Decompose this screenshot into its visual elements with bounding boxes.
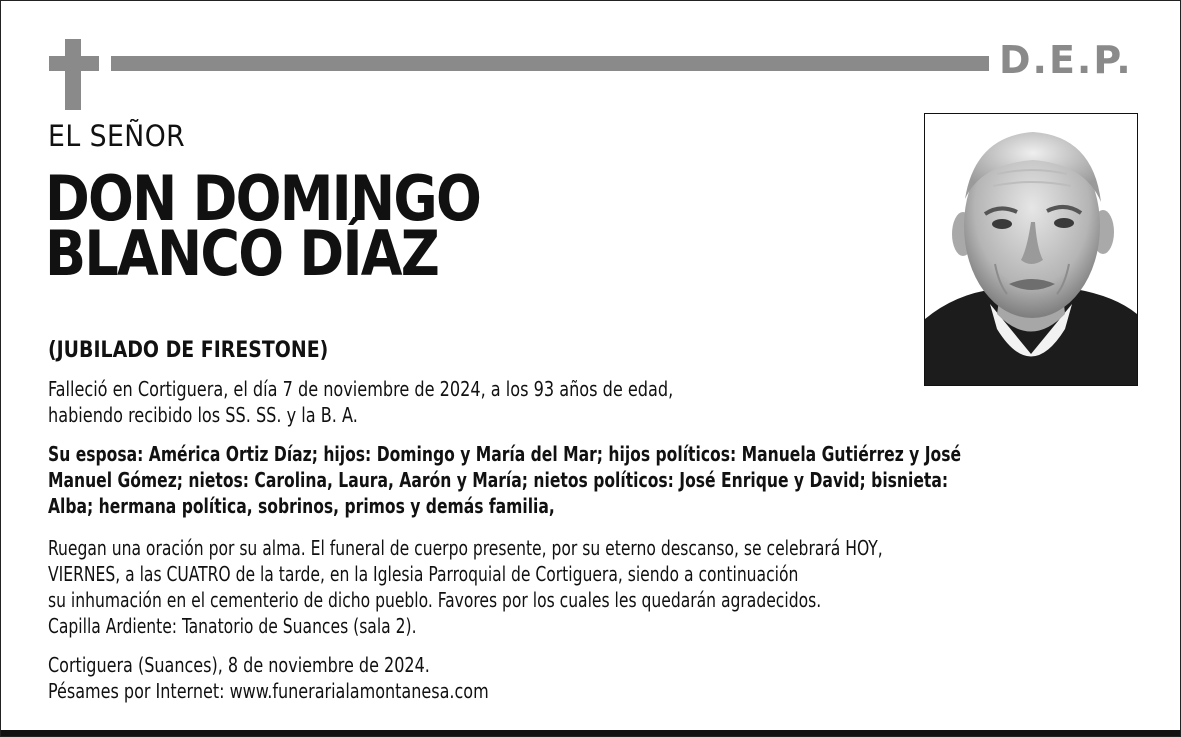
date-line: Cortiguera (Suances), 8 de noviembre de 2024. xyxy=(48,653,430,677)
honorific: EL SEÑOR xyxy=(48,119,186,153)
name-line-2: BLANCO DÍAZ xyxy=(45,217,439,290)
bottom-border xyxy=(1,730,1180,736)
text-line: habiendo recibido los SS. SS. y la B. A. xyxy=(48,403,358,427)
text-line: Manuel Gómez; nietos: Carolina, Laura, Aarón y María; nietos políticos: José Enrique y David; bisnieta: xyxy=(48,468,949,492)
text-line: Su esposa: América Ortiz Díaz; hijos: Domingo y María del Mar; hijos políticos: Manuela Gutiérrez y José xyxy=(48,442,962,466)
funeral-details xyxy=(48,535,1121,639)
text-line: su inhumación en el cementerio de dicho pueblo. Favores por los cuales les quedarán agradecidos. xyxy=(48,588,822,612)
deceased-name xyxy=(45,162,481,290)
text-line: Capilla Ardiente: Tanatorio de Suances (sala 2). xyxy=(48,614,417,638)
condolences-line: Pésames por Internet: www.funerarialamontanesa.com xyxy=(48,679,489,703)
name-line-1: DON DOMINGO xyxy=(45,162,481,235)
family-list xyxy=(48,441,1103,519)
occupation: (JUBILADO DE FIRESTONE) xyxy=(48,338,329,363)
text-line: Ruegan una oración por su alma. El funeral de cuerpo presente, por su eterno descanso, se celebrará HOY, xyxy=(48,536,883,560)
cross-icon xyxy=(65,39,81,110)
text-line: VIERNES, a las CUATRO de la tarde, en la Iglesia Parroquial de Cortiguera, siendo a continuación xyxy=(48,562,799,586)
death-details xyxy=(48,376,836,428)
text-line: Falleció en Cortiguera, el día 7 de noviembre de 2024, a los 93 años de edad, xyxy=(48,377,674,401)
text-line: Alba; hermana política, sobrinos, primos y demás familia, xyxy=(48,494,555,518)
footer xyxy=(48,652,760,704)
header-rule xyxy=(111,56,989,71)
portrait-photo xyxy=(924,113,1138,386)
dep-label: D.E.P. xyxy=(999,38,1133,82)
cross-icon-arm xyxy=(49,56,99,71)
portrait-image xyxy=(925,114,1137,385)
